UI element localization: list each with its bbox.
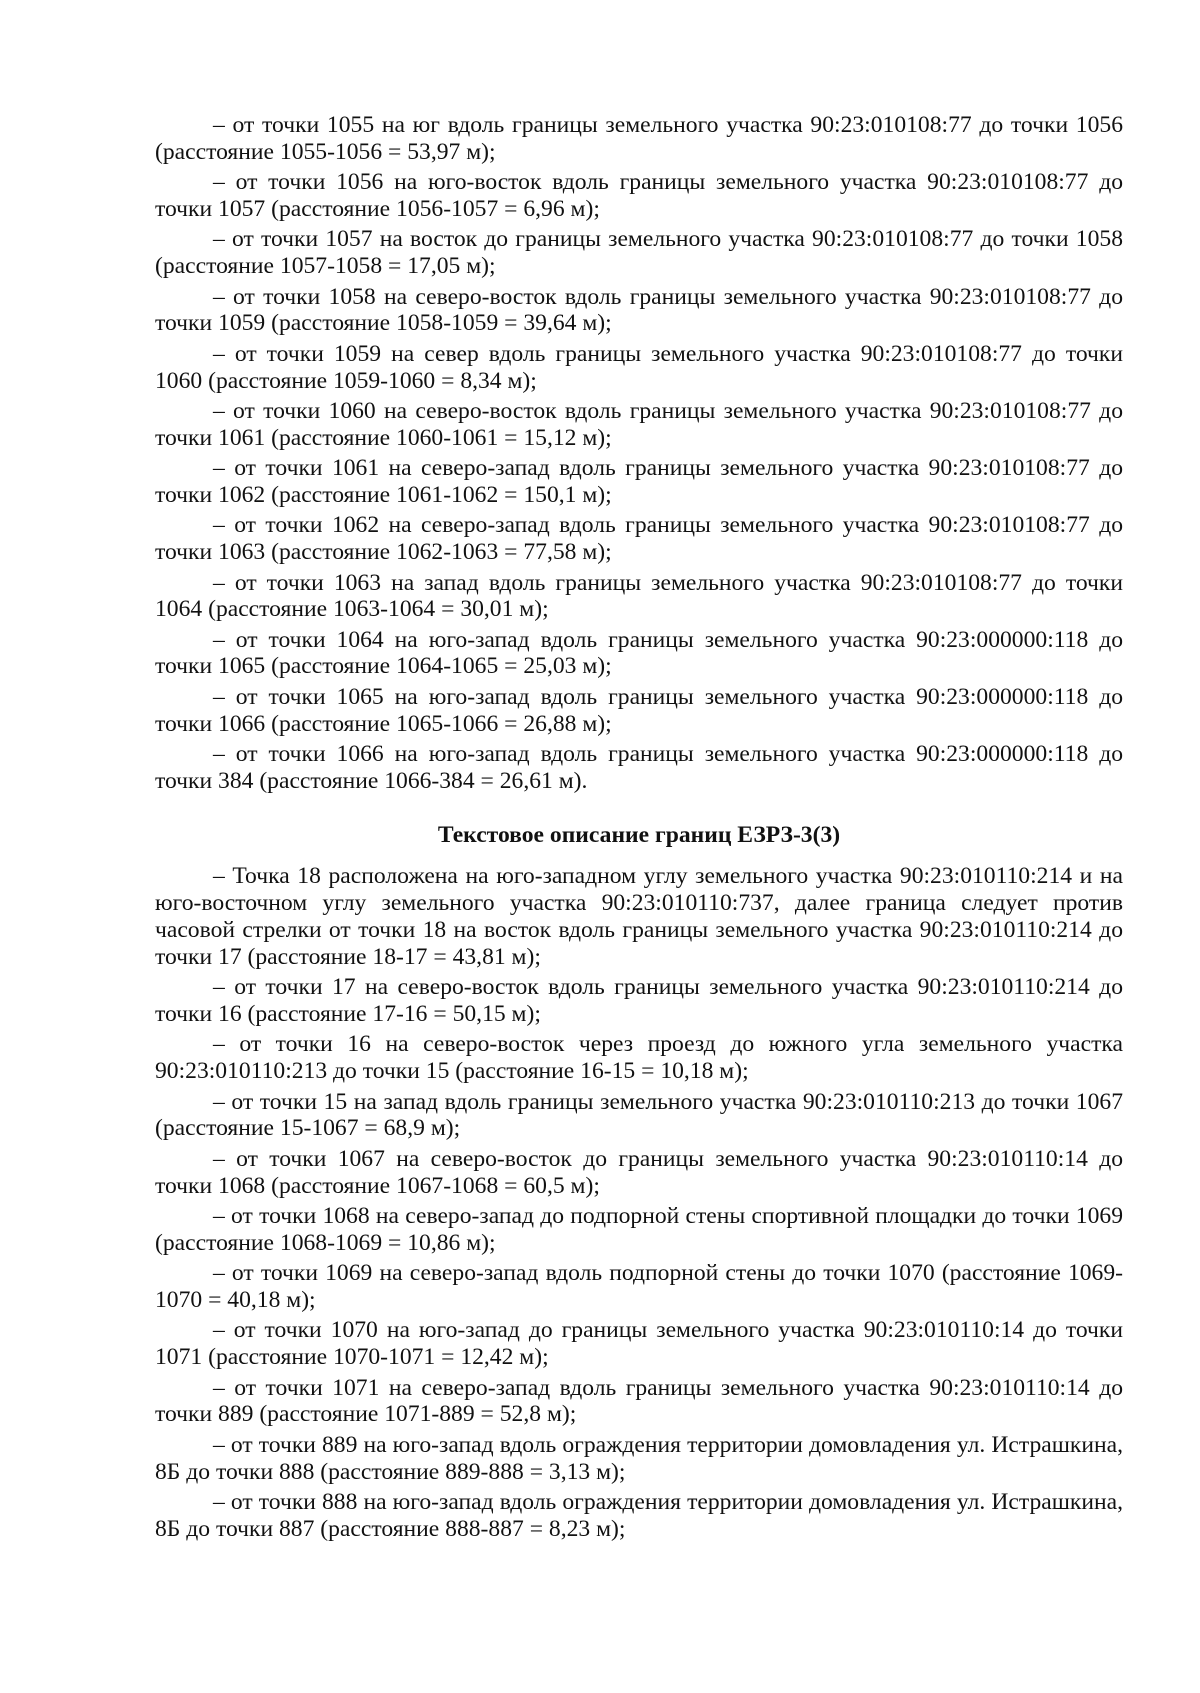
boundary-paragraph: – от точки 1063 на запад вдоль границы земельного участка 90:23:010108:77 до точки 1064 (расстояние 1063-1064 = 30,01 м); <box>155 569 1123 623</box>
boundary-paragraph: – от точки 1060 на северо-восток вдоль границы земельного участка 90:23:010108:77 до точки 1061 (расстояние 1060-1061 = 15,12 м); <box>155 397 1123 451</box>
section-heading: Текстовое описание границ ЕЗРЗ-3(3) <box>437 821 841 848</box>
boundary-paragraph: – от точки 1069 на северо-запад вдоль подпорной стены до точки 1070 (расстояние 1069-1070 = 40,18 м); <box>155 1260 1123 1313</box>
boundary-paragraph: – от точки 1055 на юг вдоль границы земельного участка 90:23:010108:77 до точки 1056 (расстояние 1055-1056 = 53,97 м); <box>155 112 1123 165</box>
boundary-paragraph: – от точки 889 на юго-запад вдоль ограждения территории домовладения ул. Истрашкина, 8Б до точки 888 (расстояние 889-888 = 3,13 м); <box>155 1431 1123 1485</box>
boundary-paragraph: – от точки 15 на запад вдоль границы земельного участка 90:23:010110:213 до точки 1067 (расстояние 15-1067 = 68,9 м); <box>155 1088 1123 1142</box>
boundary-paragraph: – от точки 1056 на юго-восток вдоль границы земельного участка 90:23:010108:77 до точки 1057 (расстояние 1056-1057 = 6,96 м); <box>155 169 1123 222</box>
boundary-paragraph: – от точки 1062 на северо-запад вдоль границы земельного участка 90:23:010108:77 до точки 1063 (расстояние 1062-1063 = 77,58 м); <box>155 512 1123 566</box>
boundary-paragraph: – от точки 16 на северо-восток через проезд до южного угла земельного участка 90:23:010110:213 до точки 15 (расстояние 16-15 = 10,18 м); <box>155 1031 1123 1085</box>
boundary-paragraph: – от точки 1070 на юго-запад до границы земельного участка 90:23:010110:14 до точки 1071 (расстояние 1070-1071 = 12,42 м); <box>155 1317 1123 1371</box>
boundary-paragraph: – от точки 1066 на юго-запад вдоль границы земельного участка 90:23:000000:118 до точки 384 (расстояние 1066-384 = 26,61 м). <box>155 741 1123 794</box>
boundary-paragraph: – от точки 888 на юго-запад вдоль ограждения территории домовладения ул. Истрашкина, 8Б до точки 887 (расстояние 888-887 = 8,23 м); <box>155 1488 1123 1542</box>
boundary-points-section <box>155 112 1123 795</box>
boundary-paragraph: – от точки 1068 на северо-запад до подпорной стены спортивной площадки до точки 1069 (расстояние 1068-1069 = 10,86 м); <box>155 1202 1123 1256</box>
ezrz-boundary-section <box>155 863 1123 1542</box>
document-page <box>155 112 1123 1543</box>
boundary-paragraph: – от точки 1059 на север вдоль границы земельного участка 90:23:010108:77 до точки 1060 (расстояние 1059-1060 = 8,34 м); <box>155 340 1123 394</box>
boundary-paragraph: – от точки 1057 на восток до границы земельного участка 90:23:010108:77 до точки 1058 (расстояние 1057-1058 = 17,05 м); <box>155 226 1123 280</box>
boundary-paragraph: – Точка 18 расположена на юго-западном углу земельного участка 90:23:010110:214 и на юго-восточном углу земельного участка 90:23:010110:737, далее граница следует против часовой стрелки от точки 18 на восток вдоль границы земельного участка 90:23:010110:214 до точки 17 (расстояние 18-17 = 43,81 м); <box>155 863 1123 970</box>
boundary-paragraph: – от точки 1058 на северо-восток вдоль границы земельного участка 90:23:010108:77 до точки 1059 (расстояние 1058-1059 = 39,64 м); <box>155 283 1123 337</box>
boundary-paragraph: – от точки 1061 на северо-запад вдоль границы земельного участка 90:23:010108:77 до точки 1062 (расстояние 1061-1062 = 150,1 м); <box>155 455 1123 508</box>
boundary-paragraph: – от точки 1071 на северо-запад вдоль границы земельного участка 90:23:010110:14 до точки 889 (расстояние 1071-889 = 52,8 м); <box>155 1374 1123 1428</box>
boundary-paragraph: – от точки 1067 на северо-восток до границы земельного участка 90:23:010110:14 до точки 1068 (расстояние 1067-1068 = 60,5 м); <box>155 1145 1123 1199</box>
boundary-paragraph: – от точки 1064 на юго-запад вдоль границы земельного участка 90:23:000000:118 до точки 1065 (расстояние 1064-1065 = 25,03 м); <box>155 626 1123 680</box>
boundary-paragraph: – от точки 1065 на юго-запад вдоль границы земельного участка 90:23:000000:118 до точки 1066 (расстояние 1065-1066 = 26,88 м); <box>155 683 1123 737</box>
boundary-paragraph: – от точки 17 на северо-восток вдоль границы земельного участка 90:23:010110:214 до точки 16 (расстояние 17-16 = 50,15 м); <box>155 974 1123 1028</box>
